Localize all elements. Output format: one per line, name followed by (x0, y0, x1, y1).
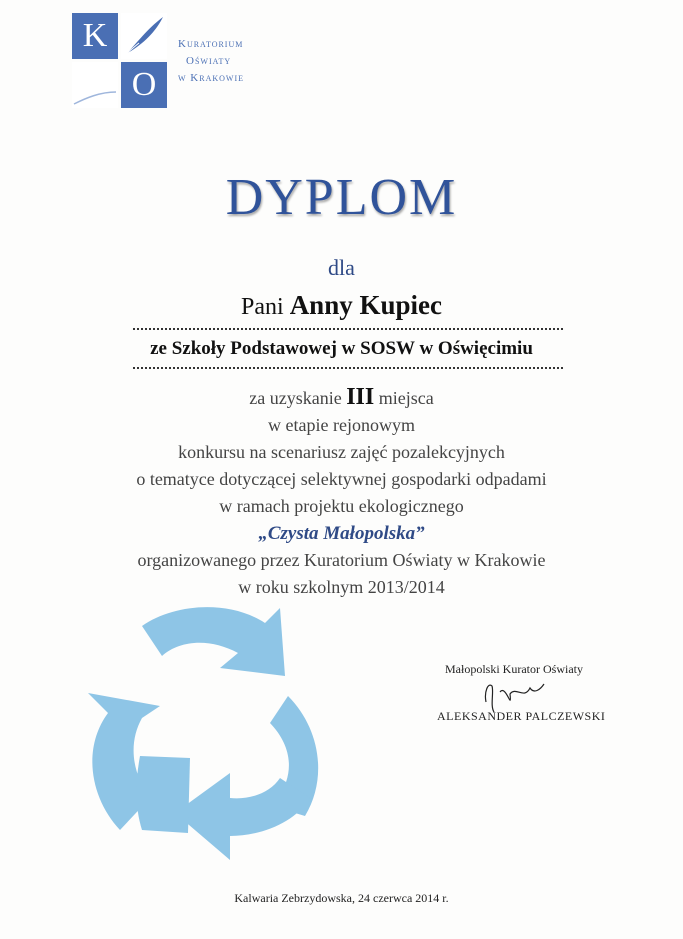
body-line: w etapie rejonowym (268, 415, 415, 435)
recipient-line (0, 290, 683, 321)
logo-line: Kuratorium (178, 38, 244, 50)
logo-line: Oświaty (186, 55, 232, 67)
signatory-role: Małopolski Kurator Oświaty (445, 662, 583, 676)
place-number: III (346, 384, 375, 410)
award-pre: za uzyskanie (249, 388, 342, 408)
diploma-title: DYPLOM (225, 169, 458, 226)
dotted-divider (133, 328, 563, 330)
recipient-name: Anny Kupiec (289, 290, 442, 320)
diploma-body (0, 384, 683, 601)
place-date: Kalwaria Zebrzydowska, 24 czerwca 2014 r. (234, 891, 449, 905)
logo-letter-o: O (121, 62, 167, 108)
quill-icon (121, 13, 167, 59)
recycle-icon (80, 598, 340, 860)
dla-text: dla (328, 255, 355, 280)
school-name: ze Szkoły Podstawowej w SOSW w Oświęcimiu (150, 338, 533, 359)
body-line: konkursu na scenariusz zajęć pozalekcyjnych (178, 442, 505, 462)
name-prefix: Pani (241, 294, 284, 320)
logo-text (178, 36, 244, 87)
award-post: miejsca (378, 388, 434, 408)
kuratorium-logo (72, 13, 168, 109)
signatory-name: ALEKSANDER PALCZEWSKI (437, 709, 606, 723)
project-name: „Czysta Małopolska” (258, 523, 425, 544)
body-line: w ramach projektu ekologicznego (219, 496, 464, 516)
body-line: w roku szkolnym 2013/2014 (238, 577, 445, 597)
wave-icon (72, 62, 118, 108)
logo-line: w Krakowie (178, 72, 245, 84)
body-line: organizowanego przez Kuratorium Oświaty w Krakowie (137, 550, 546, 570)
logo-letter-k: K (72, 13, 118, 59)
award-line (0, 384, 683, 412)
dotted-divider (133, 367, 563, 369)
body-line: o tematyce dotyczącej selektywnej gospodarki odpadami (136, 469, 547, 489)
